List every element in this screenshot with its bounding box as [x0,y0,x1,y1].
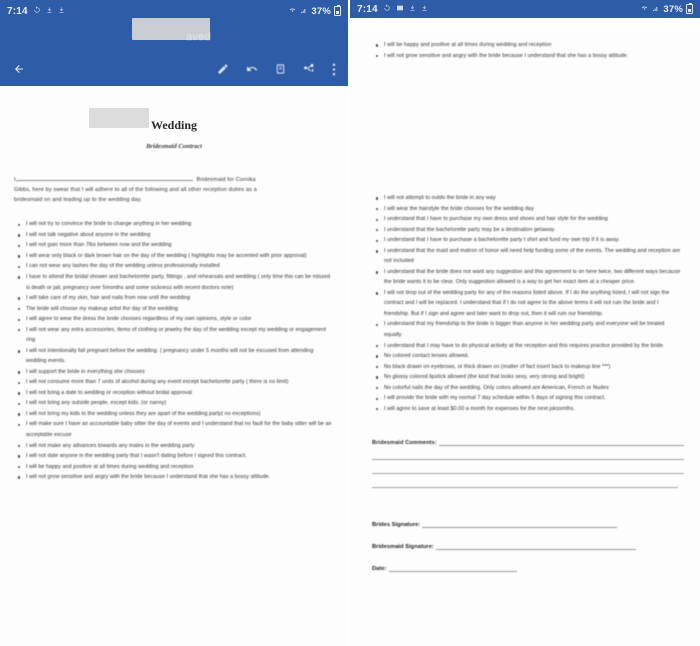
app-bar-icon-row [0,52,348,86]
list-item: I will make sure I have an accountable baby sitter the day of events and I understand that no fault for the baby sitter will be an acceptable excuse [14,419,334,440]
date-label: Date: [372,566,387,573]
bridesmaid-signature-line[interactable] [436,549,636,550]
document-page-left[interactable] [0,86,348,646]
intro-line-1: I, Bridesmaid for Cornika [14,177,256,183]
battery-icon [334,6,341,16]
app-bar [0,22,348,86]
right-phone-screenshot [350,0,700,646]
list-item: I will not try to convince the bride to change anything in her wedding [14,219,334,230]
list-item: I will not grow sensitive and angry with the bride because I understand that she has a bossy attitude. [14,472,334,483]
list-item: I will support the bride in everything she chooses [14,367,334,378]
battery-percent-label: 37% [663,3,683,15]
screenshot-icon [396,4,404,15]
status-bar-right-group [640,4,693,15]
list-item: I will not date anyone in the wedding party that I wasn't dating before I signed this contract. [14,451,334,462]
download-icon [409,4,416,15]
list-item: I will not intentionally fall pregnant before the wedding. ( pregnancy under 5 months will not be excused from attending wedding events. [14,346,334,367]
list-item: I understand that the bachelorette party may be a destination getaway [372,225,684,236]
list-item: I understand that I may have to do physical activity at the reception and this requires practice provided by the bride. [372,341,684,352]
document-header [14,86,334,150]
status-bar-left-group [357,4,428,15]
undo-icon[interactable] [246,63,258,75]
status-bar-right-group [288,6,341,17]
list-item: I understand that the maid and matron of honor will need help funding some of the events. The wedding and reception are not included [372,246,684,267]
battery-percent-label: 37% [311,5,331,17]
brides-signature-row [372,522,684,528]
status-bar-left-group [7,6,65,17]
list-item: I will take care of my skin, hair and nails from now until the wedding [14,293,334,304]
list-item: I will not grow sensitive and angry with the bride because I understand that she has a bossy attitude. [372,51,684,62]
page-break-gap [372,61,684,179]
share-icon[interactable] [303,63,315,75]
list-item: I will not drop out of the wedding party for any of the reasons listed above. If I do the anything listed, I will not sign the contract and I will be replaced. I understand that if I do not agree to the above terms it will not ruin the bride and I friendship. But if I sign and agree and later want to drop out, then it will ruin our friendship. [372,288,684,320]
document-page-right[interactable] [350,32,700,646]
list-item: No black drawn on eyebrows, or thick drawn on (matter of fact insert back to makeup line ***) [372,362,684,373]
date-line[interactable] [389,571,517,572]
clause-list-right-top [372,32,684,61]
wifi-icon [288,6,297,17]
app-bar-actions [217,63,336,76]
comments-write-line[interactable] [372,473,684,474]
list-item: I will not consume more than 7 units of alcohol during any event except bachelorette party ( there is no limit) [14,377,334,388]
intro-paragraph [14,176,334,205]
app-bar-title-row [0,22,348,52]
download-icon [58,6,65,17]
heading-redaction [89,108,149,128]
download-icon [46,6,53,17]
signal-icon [300,6,308,17]
list-item: I understand that I have to purchase my own dress and shoes and hair style for the wedding [372,214,684,225]
intro-line-2: Gibbs, here by swear that I will adhere to all of the following and all other reception duties as a [14,186,257,193]
bridesmaid-signature-row [372,544,684,550]
comments-write-line[interactable] [439,445,684,446]
list-item: I will not attempt to outdo the bride in any way [372,193,684,204]
overflow-menu-icon[interactable] [332,63,336,76]
list-item: I will not gain more than 7lbs between now and the wedding [14,240,334,251]
sync-icon [33,6,41,17]
download-icon [421,4,428,15]
sync-icon [383,4,391,15]
list-item: I have to attend the bridal shower and bachelorette party, fittings , and rehearsals and wedding ( only time this can be missed is death or jail, pregnancy over 5months and some sickness with recent doctors note) [14,272,334,293]
intro-line-3: bridesmaid on and leading up to the wedding day. [14,196,142,203]
list-item: I understand that the bride does not want any suggestion and this agreement is on here twice, two different ways because the bride wants it to be clear. Only suggestion allowed is a way to get her exact item at a cheaper price. [372,267,684,288]
list-item: I will wear the hairstyle the bride chooses for the wedding day [372,204,684,215]
comment-icon[interactable] [275,63,286,75]
brides-signature-label: Brides Signature: [372,522,421,529]
list-item: I can not wear any lashes the day of the wedding unless professionally installed [14,261,334,272]
comments-label-row [372,440,684,446]
list-item: No colored contact lenses allowed. [372,351,684,362]
list-item: I will agree to wear the dress the bride chooses regardless of my own opinions, style or color [14,314,334,325]
list-item: I will provide the bride with my normal 7 day schedule within 5 days of signing this contract. [372,393,684,404]
comments-label: Bridesmaid Comments: [372,440,437,447]
brides-signature-line[interactable] [422,527,617,528]
signature-section [372,522,684,572]
list-item: The bride will choose my makeup artist the day of the wedding [14,304,334,315]
list-item: No glossy colored lipstick allowed (the kind that looks sexy, very strong and bright) [372,372,684,383]
heading-text: Wedding [150,118,198,132]
saved-status-label: aved [186,31,212,43]
wifi-icon [640,4,649,15]
list-item: I will be happy and positive at all times during wedding and reception [372,40,684,51]
clause-list-left [14,219,334,482]
list-item: I understand that my friendship to the bride is bigger than anyone in her wedding party and everyone will be treated equally. [372,319,684,340]
bridesmaid-signature-label: Bridesmaid Signature: [372,544,434,551]
list-item: No colorful nails the day of the wedding. Only colors allowed are American, French or Nudes [372,383,684,394]
bridesmaid-comments-section [372,440,684,488]
document-subheading: Bridesmaid Contract [146,143,202,150]
list-item: I will not wear any extra accessories, items of clothing or jewelry the day of the wedding except my wedding or engagement ring [14,325,334,346]
battery-icon [686,4,693,14]
list-item: I will not bring a date to wedding or reception without bridal approval [14,388,334,399]
comments-write-line[interactable] [372,487,678,488]
back-arrow-icon[interactable] [12,61,26,78]
signal-icon [652,4,660,15]
list-item: I will be happy and positive at all times during wedding and reception [14,462,334,473]
list-item: I understand that I have to purchase a bachelorette party t shirt and fund my own trip if it is away. [372,235,684,246]
clause-list-right [372,193,684,414]
list-item: I will wear only black or dark brown hair on the day of the wedding ( highlights may be accented with prior approval) [14,251,334,262]
list-item: I will not make any advances towards any males in the wedding party [14,441,334,452]
list-item: I will not bring any outside people, except kids. (or nanny) [14,398,334,409]
right-status-bar [350,0,700,18]
list-item: I will agree to save at least $0.00 a month for expenses for the next jskssmths. [372,404,684,415]
comments-write-line[interactable] [372,459,684,460]
status-bar-clock: 7:14 [357,3,378,15]
document-heading [151,118,197,133]
list-item: I will not talk negative about anyone in the wedding [14,230,334,241]
date-row [372,566,684,572]
edit-icon[interactable] [217,63,229,75]
list-item: I will not bring my kids to the wedding unless they are apart of the wedding party( no exceptions) [14,409,334,420]
status-bar-clock: 7:14 [7,5,28,17]
